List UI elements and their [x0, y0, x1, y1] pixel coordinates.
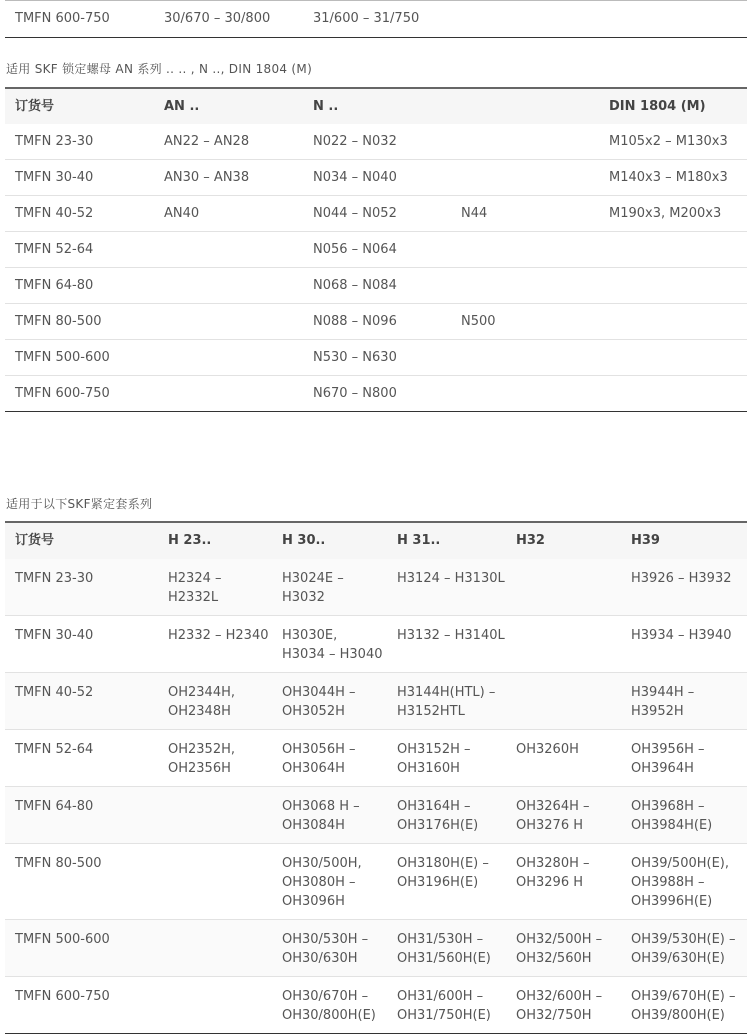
column-header: H 30.. [282, 533, 326, 548]
table-cell: OH3956H – OH3964H [631, 742, 705, 776]
sleeve-table [5, 521, 747, 1034]
table-cell: TMFN 600-750 [15, 11, 110, 26]
table-cell [451, 340, 599, 376]
table-cell: TMFN 52-64 [15, 242, 94, 257]
table-cell: H3030E, H3034 – H3040 [282, 628, 383, 662]
table-cell [599, 268, 747, 304]
table-cell: TMFN 52-64 [15, 742, 94, 757]
table-header-row [5, 88, 747, 124]
table-cell [154, 268, 303, 304]
column-header: N .. [313, 99, 339, 114]
table-cell [451, 160, 599, 196]
table-cell: OH3152H – OH3160H [397, 742, 471, 776]
table-cell [158, 920, 272, 977]
table-cell: OH3280H – OH3296 H [516, 856, 590, 890]
table-cell: N022 – N032 [313, 134, 397, 149]
column-header: DIN 1804 (M) [609, 99, 706, 114]
table-cell: TMFN 80-500 [15, 314, 102, 329]
table-cell [506, 616, 621, 673]
table-cell: N500 [461, 314, 496, 329]
table-cell [154, 304, 303, 340]
table-cell: OH3164H – OH3176H(E) [397, 799, 479, 833]
table-cell: M105x2 – M130x3 [609, 134, 728, 149]
table-cell: TMFN 23-30 [15, 571, 94, 586]
table-cell: TMFN 500-600 [15, 932, 110, 947]
table-cell: N056 – N064 [313, 242, 397, 257]
table-cell: TMFN 500-600 [15, 350, 110, 365]
table-cell: OH39/500H(E), OH3988H – OH3996H(E) [631, 856, 730, 909]
table-row [5, 160, 747, 196]
table-cell [599, 376, 747, 412]
table-cell: N068 – N084 [313, 278, 397, 293]
table-row [5, 844, 747, 920]
table-cell: OH3968H – OH3984H(E) [631, 799, 713, 833]
table-cell: TMFN 64-80 [15, 799, 94, 814]
table-cell [451, 124, 599, 160]
table-cell: AN22 – AN28 [164, 134, 250, 149]
column-header: 订货号 [15, 99, 55, 114]
table-row [5, 268, 747, 304]
table-cell: OH3180H(E) – OH3196H(E) [397, 856, 489, 890]
table-cell: N034 – N040 [313, 170, 397, 185]
table-cell: N044 – N052 [313, 206, 397, 221]
table-cell [154, 232, 303, 268]
table-cell: OH3044H – OH3052H [282, 685, 356, 719]
table-cell: H3926 – H3932 [631, 571, 732, 586]
column-header: AN .. [164, 99, 200, 114]
table-cell: TMFN 80-500 [15, 856, 102, 871]
table-cell: TMFN 40-52 [15, 685, 94, 700]
table-cell [451, 376, 599, 412]
table-cell: OH2344H, OH2348H [168, 685, 235, 719]
table-cell: OH31/600H – OH31/750H(E) [397, 989, 491, 1023]
table-row [5, 304, 747, 340]
table-cell: 31/600 – 31/750 [313, 11, 420, 26]
table-cell: 30/670 – 30/800 [164, 11, 271, 26]
table-cell: H3024E – H3032 [282, 571, 344, 605]
table-cell [158, 787, 272, 844]
table-cell: TMFN 40-52 [15, 206, 94, 221]
sleeve-caption: 适用于以下SKF紧定套系列 [6, 497, 153, 511]
table-cell: OH31/530H – OH31/560H(E) [397, 932, 491, 966]
table-cell [599, 304, 747, 340]
table-cell: TMFN 64-80 [15, 278, 94, 293]
table-cell [506, 673, 621, 730]
table-cell: M140x3 – M180x3 [609, 170, 728, 185]
table-cell: H3132 – H3140L [397, 628, 505, 643]
table-cell [451, 232, 599, 268]
table-cell: OH32/600H – OH32/750H [516, 989, 603, 1023]
table-cell: TMFN 23-30 [15, 134, 94, 149]
table-cell [158, 977, 272, 1034]
table-cell [154, 340, 303, 376]
table-cell: N088 – N096 [313, 314, 397, 329]
table-cell: H3124 – H3130L [397, 571, 505, 586]
table-cell: OH32/500H – OH32/560H [516, 932, 603, 966]
table-cell: TMFN 600-750 [15, 989, 110, 1004]
table-cell [599, 232, 747, 268]
table-cell: OH39/530H(E) – OH39/630H(E) [631, 932, 736, 966]
table-cell [158, 844, 272, 920]
table-row [5, 673, 747, 730]
table-row [5, 616, 747, 673]
table-cell: H3144H(HTL) – H3152HTL [397, 685, 496, 719]
table-cell: OH30/500H, OH3080H – OH3096H [282, 856, 362, 909]
table-header-row [5, 522, 747, 559]
table-cell [599, 340, 747, 376]
table-cell: OH3056H – OH3064H [282, 742, 356, 776]
table-cell: M190x3, M200x3 [609, 206, 722, 221]
table-cell: OH3260H [516, 742, 579, 757]
table-cell: H3934 – H3940 [631, 628, 732, 643]
table-cell [451, 268, 599, 304]
table-row [5, 232, 747, 268]
table-cell: N670 – N800 [313, 386, 397, 401]
table-cell: TMFN 30-40 [15, 628, 94, 643]
column-header [451, 88, 599, 124]
table-row [5, 340, 747, 376]
table-row [5, 730, 747, 787]
table-cell: AN30 – AN38 [164, 170, 250, 185]
top-partial-table [5, 0, 747, 38]
table-cell: H2332 – H2340 [168, 628, 269, 643]
table-cell: OH39/670H(E) – OH39/800H(E) [631, 989, 736, 1023]
locknut-caption: 适用 SKF 锁定螺母 AN 系列 .. .. , N .., DIN 1804 (M) [6, 62, 313, 76]
table-cell: OH30/530H – OH30/630H [282, 932, 369, 966]
table-cell: H3944H – H3952H [631, 685, 695, 719]
table-cell: H2324 – H2332L [168, 571, 222, 605]
table-row [5, 920, 747, 977]
table-row [5, 977, 747, 1034]
table-cell [506, 559, 621, 616]
table-cell: OH2352H, OH2356H [168, 742, 235, 776]
table-row [5, 124, 747, 160]
table-cell: TMFN 30-40 [15, 170, 94, 185]
column-header: H39 [631, 533, 660, 548]
column-header: 订货号 [15, 533, 55, 548]
table-row [5, 1, 747, 38]
column-header: H 31.. [397, 533, 441, 548]
table-row [5, 559, 747, 616]
column-header: H 23.. [168, 533, 212, 548]
table-cell [154, 376, 303, 412]
table-cell: OH30/670H – OH30/800H(E) [282, 989, 376, 1023]
table-cell: AN40 [164, 206, 200, 221]
table-cell: OH3264H – OH3276 H [516, 799, 590, 833]
table-cell: OH3068 H – OH3084H [282, 799, 360, 833]
column-header: H32 [516, 533, 545, 548]
table-cell: N44 [461, 206, 488, 221]
locknut-table [5, 87, 747, 412]
table-row [5, 376, 747, 412]
table-cell: N530 – N630 [313, 350, 397, 365]
table-row [5, 787, 747, 844]
table-row [5, 196, 747, 232]
table-cell: TMFN 600-750 [15, 386, 110, 401]
